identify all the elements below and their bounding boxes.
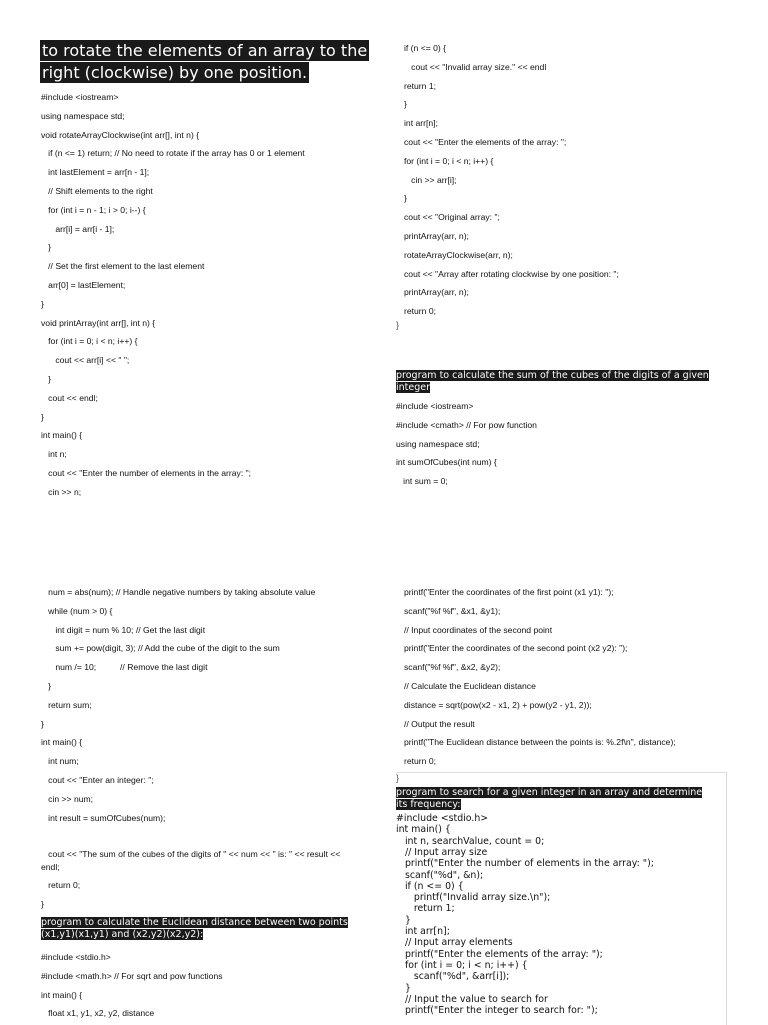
code-line: return 0; <box>41 880 81 890</box>
code-line: printf("Invalid array size.\n"); <box>396 892 551 904</box>
code-line: if (n <= 0) { <box>396 880 464 892</box>
code-line: } <box>41 681 52 691</box>
code-line: int main() { <box>41 737 83 748</box>
code-line: } <box>396 914 411 926</box>
code-line: cout << "Enter the number of elements in the array: "; <box>41 468 252 478</box>
code-line: rotateArrayClockwise(arr, n); <box>404 249 513 260</box>
code-line: printf("Enter the integer to search for: "); <box>396 1005 598 1017</box>
code-line: int lastElement = arr[n - 1]; <box>41 167 150 178</box>
code-line: int result = sumOfCubes(num); <box>41 812 166 823</box>
code-line: #include <cmath> // For pow function <box>396 419 537 430</box>
code-line: } <box>41 899 44 909</box>
code-line: printf("Enter the number of elements in the array: "); <box>396 858 654 870</box>
code-line: cout << arr[i] << " "; <box>41 355 130 366</box>
code-line: int main() { <box>41 430 83 441</box>
closing-brace: } <box>396 320 400 330</box>
code-line: for (int i = n - 1; i > 0; i--) { <box>41 204 146 215</box>
code-line: int num; <box>41 756 79 767</box>
code-line: num = abs(num); // Handle negative numbers by taking absolute value <box>41 587 316 597</box>
code-line: } <box>41 298 44 309</box>
code-line: #include <stdio.h> <box>396 813 489 824</box>
code-line: if (n <= 1) return; // No need to rotate if the array has 0 or 1 element <box>41 148 305 159</box>
code-line: #include <iostream> <box>396 401 474 411</box>
code-line: #include <iostream> <box>41 92 119 102</box>
code-line: } <box>41 242 52 253</box>
code-line: distance = sqrt(pow(x2 - x1, 2) + pow(y2 - y1, 2)); <box>404 699 592 710</box>
code-line: cin >> n; <box>41 486 82 497</box>
code-line: for (int i = 0; i < n; i++) { <box>41 336 138 347</box>
code-line: printf("Enter the coordinates of the second point (x2 y2): "); <box>404 643 628 654</box>
code-line: for (int i = 0; i < n; i++) { <box>404 155 494 166</box>
code-line: void printArray(int arr[], int n) { <box>41 317 156 328</box>
code-line: int sumOfCubes(int num) { <box>396 457 497 468</box>
code-line: arr[0] = lastElement; <box>41 280 126 290</box>
code-line: cout << "Enter an integer: "; <box>41 775 154 785</box>
code-line: // Input array elements <box>396 937 513 949</box>
code-line: cout << "Invalid array size." << endl <box>404 61 547 72</box>
code-line: // Input coordinates of the second point <box>404 624 553 635</box>
code-line: printf("Enter the coordinates of the first point (x1 y1): "); <box>404 587 614 597</box>
code-line: printArray(arr, n); <box>404 287 469 298</box>
code-line: // Input array size <box>396 846 488 858</box>
code-line: scanf("%d", &n); <box>396 869 484 881</box>
code-line: float x1, y1, x2, y2, distance <box>41 1008 155 1019</box>
code-line: int main() { <box>396 824 451 836</box>
code-line: using namespace std; <box>41 110 125 121</box>
code-line: cout << endl; <box>41 392 98 403</box>
code-line: return sum; <box>41 699 92 710</box>
code-line: int n; <box>41 449 67 460</box>
code-line: int arr[n]; <box>404 118 438 129</box>
code-line: } <box>404 193 407 204</box>
code-line: int n, searchValue, count = 0; <box>396 835 545 847</box>
code-line: using namespace std; <box>396 438 480 449</box>
code-line: int sum = 0; <box>396 476 448 487</box>
code-line: printArray(arr, n); <box>404 231 469 241</box>
code-line: } <box>41 411 44 422</box>
code-line: scanf("%d", &arr[i]); <box>396 971 510 983</box>
array-search-title: program to search for a given integer in an array and determine its frequency: <box>396 787 703 810</box>
code-line: printf("The Euclidean distance between the points is: %.2f\n", distance); <box>404 737 676 748</box>
code-line: } <box>404 99 407 110</box>
code-line: cout << "Original array: "; <box>404 212 500 223</box>
code-line: cout << "Enter the elements of the array: "; <box>404 137 567 147</box>
code-line: while (num > 0) { <box>41 605 113 616</box>
code-line: // Shift elements to the right <box>41 186 153 196</box>
euclidean-distance-title: program to calculate the Euclidean distance between two points (x1,y1)(x1,y1) and (x2,y2)(x2,y2): <box>41 917 348 940</box>
code-line: return 0; <box>404 756 437 767</box>
code-line: cin >> arr[i]; <box>404 174 457 185</box>
code-line: sum += pow(digit, 3); // Add the cube of the digit to the sum <box>41 643 280 654</box>
sum-of-cubes-title: program to calculate the sum of the cubes of the digits of a given integer <box>396 370 709 393</box>
code-line: scanf("%f %f", &x2, &y2); <box>404 662 501 673</box>
rotate-array-title: to rotate the elements of an array to the right (clockwise) by one position. <box>42 41 368 82</box>
closing-brace: } <box>396 773 400 783</box>
code-line: void rotateArrayClockwise(int arr[], int n) { <box>41 129 200 140</box>
code-line: scanf("%f %f", &x1, &y1); <box>404 605 501 616</box>
code-line: return 1; <box>404 80 437 91</box>
code-line: return 0; <box>404 306 437 317</box>
code-line: } <box>41 718 44 729</box>
code-line: cout << "Array after rotating clockwise by one position: "; <box>404 268 619 279</box>
code-line: printf("Enter the elements of the array: "); <box>396 948 603 960</box>
code-line: int main() { <box>41 989 83 1000</box>
code-line: // Calculate the Euclidean distance <box>404 681 536 691</box>
code-line: for (int i = 0; i < n; i++) { <box>396 959 528 971</box>
code-line: arr[i] = arr[i - 1]; <box>41 223 115 234</box>
code-line: } <box>396 982 411 994</box>
code-line: #include <math.h> // For sqrt and pow functions <box>41 970 223 981</box>
code-line: if (n <= 0) { <box>404 43 447 53</box>
code-line: // Input the value to search for <box>396 993 548 1005</box>
code-line: } <box>41 374 52 384</box>
code-line: // Output the result <box>404 718 475 729</box>
code-line: return 1; <box>396 903 455 915</box>
code-line: #include <stdio.h> <box>41 952 111 962</box>
array-search-panel <box>396 772 727 1025</box>
code-line: num /= 10; // Remove the last digit <box>41 662 208 673</box>
code-line: // Set the first element to the last element <box>41 261 205 272</box>
code-line: endl; <box>41 862 60 872</box>
code-line: cin >> num; <box>41 793 94 804</box>
code-line: int arr[n]; <box>396 926 450 937</box>
code-line: int digit = num % 10; // Get the last digit <box>41 624 206 635</box>
code-line: cout << "The sum of the cubes of the digits of " << num << " is: " << result << <box>41 849 341 859</box>
